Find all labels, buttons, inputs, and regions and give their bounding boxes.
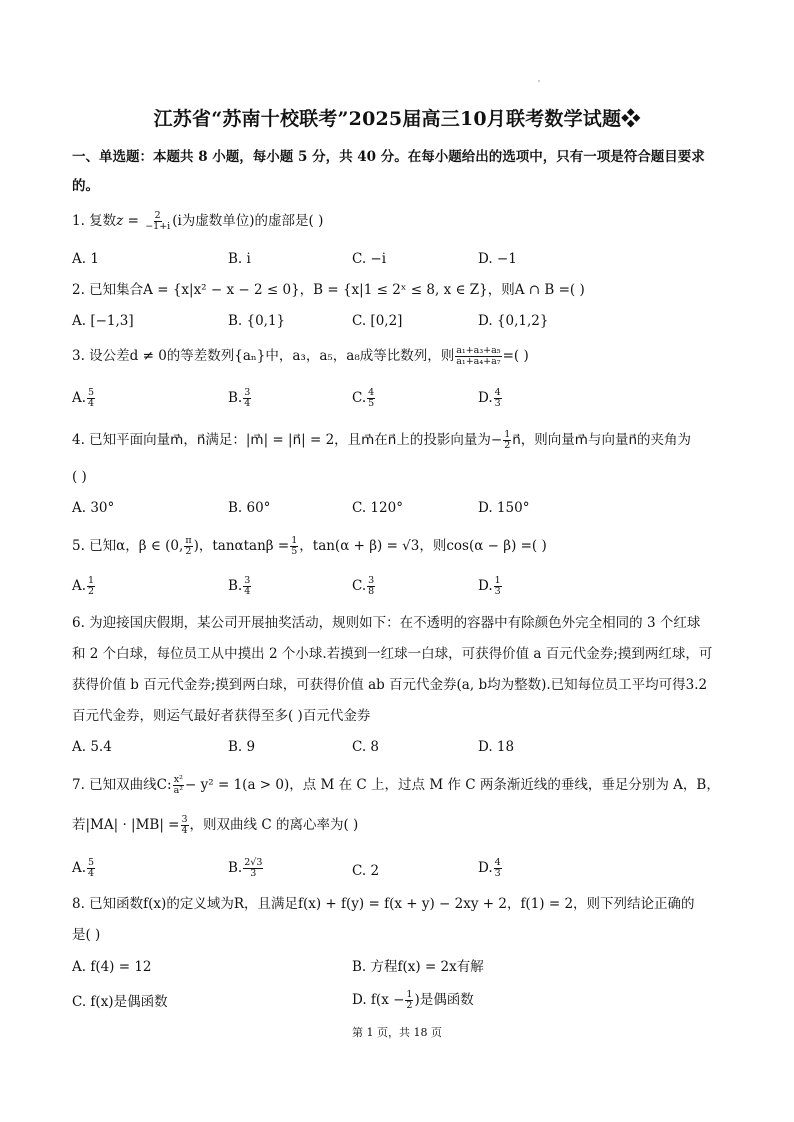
q6-option-a: A. 5.4 [72,739,112,755]
q8-d-frac [405,990,413,1011]
q5-frac1-den: 2 [185,546,192,557]
q5-d-num: 1 [494,575,501,586]
q3-a-frac [87,388,95,409]
q5-c-den: 8 [368,586,375,597]
question-2-stem: 2. 已知集合A = {x|x² − x − 2 ≤ 0}，B = {x|1 ≤ 2ˣ ≤ 8, x ∈ Z}，则A ∩ B =( ) [72,282,585,298]
q5-option-d [478,576,503,597]
question-8-line2: 是( ) [72,927,101,943]
q7-line2-pre: 若|MA| · |MB| = [72,817,180,833]
q4-option-b: B. 60° [228,500,271,516]
q7-line2-num: 3 [181,814,188,825]
question-6-line1: 6. 为迎接国庆假期，某公司开展抽奖活动，规则如下：在不透明的容器中有除颜色外完全相同的 3 个红球 [72,615,701,631]
q5-stem-mid: )，tanαtanβ = [193,538,290,554]
q7-stem-pre: 7. 已知双曲线C: [72,777,172,793]
question-5-stem [72,536,732,557]
q5-d-letter: D. [478,578,493,594]
q1-var: z = [116,213,144,229]
q7-frac-num: x² [173,774,183,785]
q7-b-frac [243,858,263,879]
q5-c-frac [367,576,375,597]
q7-d-frac [494,858,502,879]
q3-c-den: 5 [368,398,375,409]
q5-c-letter: C. [352,578,367,594]
q6-option-d: D. 18 [478,739,515,755]
q3-a-num: 5 [88,387,95,398]
q7-a-den: 4 [88,868,95,879]
q3-frac-num: a₁+a₃+a₅ [456,345,501,356]
question-6-line4: 百元代金券，则运气最好者获得至多( )百元代金券 [72,708,371,724]
q3-option-a [72,388,96,409]
q3-frac-den: a₁+a₄+a₇ [456,356,501,367]
q7-b-den: 3 [250,868,257,879]
q8-d-den: 2 [406,1000,413,1011]
q7-option-d [478,858,503,879]
q1-fraction [144,211,171,232]
q4-option-d: D. 150° [478,500,530,516]
q3-c-frac [367,388,375,409]
q5-frac2-den: 5 [291,546,298,557]
page-title: 江苏省“苏南十校联考”2025届高三10月联考数学试题❖ [153,108,641,130]
q5-stem-pre: 5. 已知α，β ∈ (0, [72,538,184,554]
q3-c-letter: C. [352,390,367,406]
q2-option-c: C. [0,2] [352,313,403,329]
q7-stem-post: − y² = 1(a > 0)，点 M 在 C 上，过点 M 作 C 两条渐近线的垂线，垂足分别为 A，B， [185,777,720,793]
question-8-line1: 8. 已知函数f(x)的定义域为R，且满足f(x) + f(y) = f(x + y) − 2xy + 2，f(1) = 2，则下列结论正确的 [72,896,695,912]
q4-option-a: A. 30° [72,500,115,516]
q5-stem-post: ，tan(α + β) = √3，则cos(α − β) =( ) [299,538,547,554]
q3-a-letter: A. [72,390,87,406]
page-footer: 第 1 页，共 18 页 [352,1026,442,1039]
question-7-line2 [72,815,732,836]
q5-a-frac [87,576,95,597]
q3-d-frac [494,388,502,409]
question-3-stem [72,346,732,367]
q7-d-num: 4 [494,857,501,868]
q4-stem-post: n⃗，则向量m⃗与向量n⃗的夹角为 [512,432,691,448]
q4-fraction [503,430,511,451]
q3-d-den: 3 [494,398,501,409]
q5-b-num: 3 [244,575,251,586]
q5-b-letter: B. [228,578,243,594]
question-4-stem [72,430,732,451]
q3-option-b [228,388,252,409]
q8-option-c: C. f(x)是偶函数 [72,994,168,1010]
q5-a-letter: A. [72,578,87,594]
q5-frac1-num: π [185,535,192,546]
q5-option-b [228,576,252,597]
q7-option-c [352,862,379,880]
q7-a-num: 5 [88,857,95,868]
q5-fraction-2 [290,536,298,557]
q2-option-b: B. {0,1} [228,313,286,329]
q6-option-b: B. 9 [228,739,256,755]
q3-a-den: 4 [88,398,95,409]
q3-d-num: 4 [494,387,501,398]
q7-c-letter: C. [352,863,367,879]
q8-option-d [352,990,474,1011]
q4-frac-den: 2 [504,440,511,451]
q2-option-a: A. [−1,3] [72,313,134,329]
q5-d-den: 3 [494,586,501,597]
q7-line2-fraction [181,815,189,836]
question-6-line2: 和 2 个白球，每位员工从中摸出 2 个小球.若摸到一红球一白球，可获得价值 a 百元代金券;摸到两红球，可 [72,646,713,662]
q5-d-frac [494,576,502,597]
q3-option-d [478,388,503,409]
q8-d-num: 1 [406,989,413,1000]
q1-frac-den: −1+i [145,221,171,232]
section-heading-line2: 的。 [72,178,99,194]
q7-option-b [228,858,264,879]
q3-stem-pre: 3. 设公差d ≠ 0的等差数列{aₙ}中，a₃，a₅，a₈成等比数列，则 [72,348,455,364]
q5-b-frac [243,576,251,597]
q6-option-c: C. 8 [352,739,380,755]
q4-frac-num: 1 [504,429,511,440]
q8-option-a: A. f(4) = 12 [72,959,152,975]
q7-d-den: 3 [494,868,501,879]
question-7-stem [72,775,732,796]
q3-b-letter: B. [228,390,243,406]
q1-option-a: A. 1 [72,251,99,267]
q8-d-pre: D. f(x − [352,992,405,1008]
q3-c-num: 4 [368,387,375,398]
scan-speck [538,80,540,82]
q7-a-letter: A. [72,860,87,876]
q5-frac2-num: 1 [291,535,298,546]
q5-a-den: 2 [88,586,95,597]
q5-fraction-1 [184,536,192,557]
q5-option-c [352,576,376,597]
q1-option-b: B. i [228,251,251,267]
q1-option-d: D. −1 [478,251,517,267]
q7-b-num: 2√3 [244,857,263,868]
q4-option-c: C. 120° [352,500,403,516]
q4-stem-pre: 4. 已知平面向量m⃗，n⃗满足：|m⃗| = |n⃗| = 2，且m⃗在n⃗上的投影向量为− [72,432,503,448]
q7-d-letter: D. [478,860,493,876]
q7-frac-den: a² [173,785,184,796]
q7-line2-den: 4 [181,825,188,836]
q3-b-frac [243,388,251,409]
q7-b-letter: B. [228,860,243,876]
q1-stem-pre: 1. 复数 [72,213,117,229]
q1-stem-post: (i为虚数单位)的虚部是( ) [172,213,324,229]
q2-option-d: D. {0,1,2} [478,313,549,329]
q5-c-num: 3 [368,575,375,586]
q7-c-text: 2 [370,863,380,879]
q5-b-den: 4 [244,586,251,597]
q3-b-num: 3 [244,387,251,398]
q3-option-c [352,388,376,409]
q5-option-a [72,576,96,597]
question-1-stem [72,211,732,232]
q1-frac-num: 2 [154,210,161,221]
q8-option-b: B. 方程f(x) = 2x有解 [352,959,484,975]
q7-a-frac [87,858,95,879]
q3-b-den: 4 [244,398,251,409]
q5-a-num: 1 [88,575,95,586]
q3-fraction [455,346,501,367]
q3-stem-post: =( ) [502,348,529,364]
q3-d-letter: D. [478,390,493,406]
q7-option-a [72,858,96,879]
q8-d-post: )是偶函数 [414,992,474,1008]
q7-line2-post: ，则双曲线 C 的离心率为( ) [189,817,359,833]
q1-option-c: C. −i [352,251,387,267]
section-heading-line1: 一、单选题：本题共 8 小题，每小题 5 分，共 40 分。在每小题给出的选项中，只有一项是符合题目要求 [72,149,705,165]
question-6-line3: 获得价值 b 百元代金券;摸到两白球，可获得价值 ab 百元代金券(a, b均为整数).已知每位员工平均可得3.2 [72,677,708,693]
question-4-stem-line2: ( ) [72,469,87,485]
q7-fraction [173,775,184,796]
